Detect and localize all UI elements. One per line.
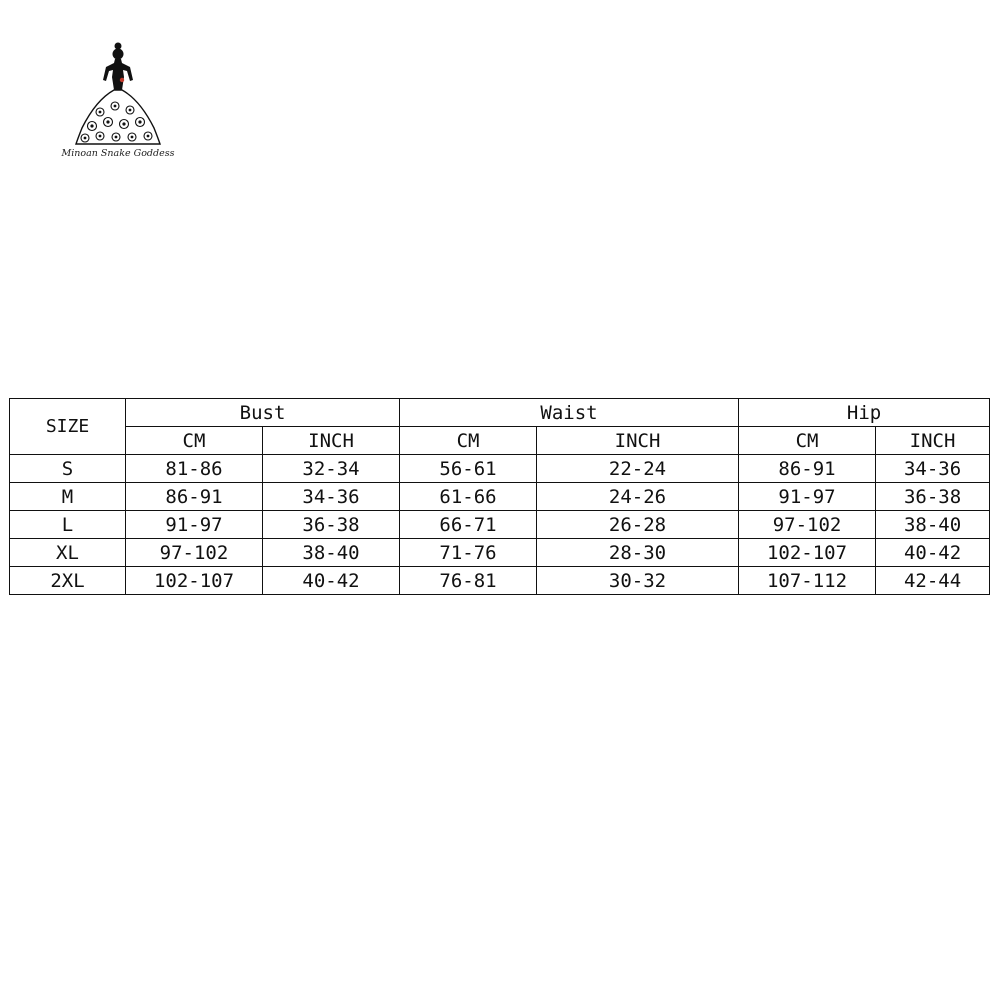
- waist-inch-cell: 28-30: [537, 539, 739, 567]
- ball-gown-silhouette-icon: [70, 40, 166, 148]
- waist-cm-cell: 66-71: [400, 511, 537, 539]
- waist-inch-cell: 30-32: [537, 567, 739, 595]
- bust-cm-cell: 81-86: [126, 455, 263, 483]
- hip-cm-cell: 97-102: [739, 511, 876, 539]
- bust-inch-cell: 40-42: [263, 567, 400, 595]
- hip-cm-cell: 86-91: [739, 455, 876, 483]
- hip-inch-header: INCH: [876, 427, 990, 455]
- hip-inch-cell: 38-40: [876, 511, 990, 539]
- bust-cm-cell: 97-102: [126, 539, 263, 567]
- table-row: [10, 455, 990, 483]
- bust-inch-cell: 32-34: [263, 455, 400, 483]
- waist-cm-cell: 61-66: [400, 483, 537, 511]
- table-row: [10, 511, 990, 539]
- hip-cm-cell: 107-112: [739, 567, 876, 595]
- size-cell: S: [10, 455, 126, 483]
- table-row: [10, 539, 990, 567]
- brand-logo: [48, 40, 188, 170]
- waist-inch-cell: 24-26: [537, 483, 739, 511]
- hip-cm-cell: 102-107: [739, 539, 876, 567]
- waist-cm-cell: 76-81: [400, 567, 537, 595]
- bust-inch-cell: 38-40: [263, 539, 400, 567]
- brand-name: Minoan Snake Goddess: [61, 148, 175, 159]
- size-cell: XL: [10, 539, 126, 567]
- hip-inch-cell: 40-42: [876, 539, 990, 567]
- hip-cm-cell: 91-97: [739, 483, 876, 511]
- size-cell: L: [10, 511, 126, 539]
- bust-cm-cell: 102-107: [126, 567, 263, 595]
- waist-cm-cell: 56-61: [400, 455, 537, 483]
- size-chart-table: [9, 398, 990, 595]
- waist-inch-header: INCH: [537, 427, 739, 455]
- bust-inch-cell: 34-36: [263, 483, 400, 511]
- table-row: [10, 567, 990, 595]
- waist-group-header: Waist: [400, 399, 739, 427]
- hip-cm-header: CM: [739, 427, 876, 455]
- waist-cm-header: CM: [400, 427, 537, 455]
- waist-inch-cell: 26-28: [537, 511, 739, 539]
- size-cell: 2XL: [10, 567, 126, 595]
- hip-inch-cell: 42-44: [876, 567, 990, 595]
- hip-group-header: Hip: [739, 399, 990, 427]
- waist-cm-cell: 71-76: [400, 539, 537, 567]
- bust-cm-cell: 86-91: [126, 483, 263, 511]
- waist-inch-cell: 22-24: [537, 455, 739, 483]
- bust-cm-cell: 91-97: [126, 511, 263, 539]
- hip-inch-cell: 34-36: [876, 455, 990, 483]
- size-column-header: SIZE: [10, 399, 126, 455]
- unit-header-row: [10, 427, 990, 455]
- table-row: [10, 483, 990, 511]
- bust-inch-cell: 36-38: [263, 511, 400, 539]
- hip-inch-cell: 36-38: [876, 483, 990, 511]
- size-cell: M: [10, 483, 126, 511]
- group-header-row: [10, 399, 990, 427]
- bust-cm-header: CM: [126, 427, 263, 455]
- bust-group-header: Bust: [126, 399, 400, 427]
- bust-inch-header: INCH: [263, 427, 400, 455]
